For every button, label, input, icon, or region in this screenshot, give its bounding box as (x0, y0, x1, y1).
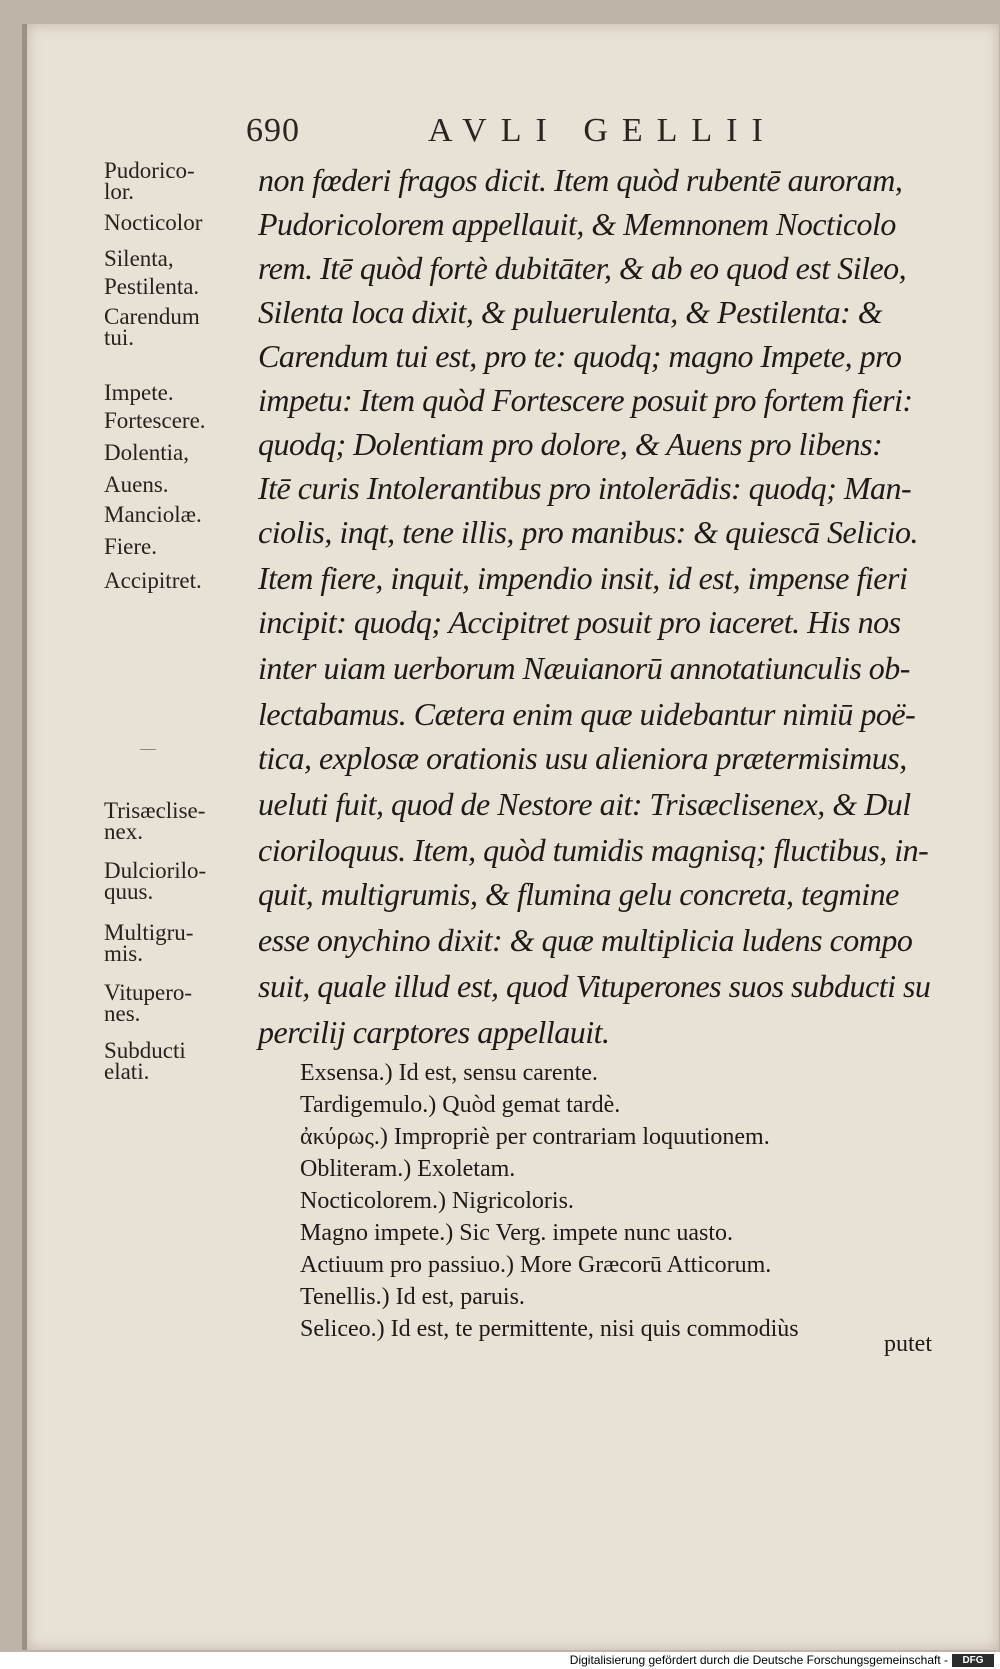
margin-note: Manciolæ. (104, 502, 202, 527)
margin-note: Fiere. (104, 534, 158, 559)
text-line: ciolis, inqt, tene illis, pro manibus: & quiescā Selicio. (258, 514, 919, 550)
text-line: non fœderi fragos dicit. Item quòd rubentē auroram, (258, 162, 903, 198)
annotation-line: Obliteram.) Exoletam. (300, 1156, 516, 1182)
text-line: Itē curis Intolerantibus pro intolerādis: quodq; Man- (258, 470, 912, 506)
margin-note: Pudorico- lor. (104, 158, 195, 204)
text-line: tica, explosæ orationis usu alieniora prætermisimus, (258, 740, 907, 776)
text-line: rem. Itē quòd fortè dubitāter, & ab eo quod est Sileo, (258, 250, 907, 286)
margin-note: Accipitret. (104, 568, 202, 593)
text-line: inter uiam uerborum Næuianorū annotatiunculis ob- (258, 650, 910, 686)
margin-note: Subducti elati. (104, 1038, 186, 1084)
digitization-footer (0, 1652, 1000, 1669)
annotation-line: Tenellis.) Id est, paruis. (300, 1284, 525, 1310)
page-header (0, 112, 1000, 152)
margin-note: Vitupero- nes. (104, 980, 193, 1026)
annotation-line: Magno impete.) Sic Verg. impete nunc uasto. (300, 1220, 734, 1246)
margin-note: Pestilenta. (104, 274, 200, 299)
text-line: percilij carptores appellauit. (258, 1014, 610, 1050)
text-line: Carendum tui est, pro te: quodq; magno Impete, pro (258, 338, 902, 374)
margin-note: Dulciorilo- quus. (104, 858, 207, 904)
annotation-line: Seliceo.) Id est, te permittente, nisi quis commodiùs (300, 1316, 799, 1342)
running-title: AVLI GELLII (428, 112, 777, 149)
margin-note: Dolentia, (104, 440, 189, 465)
margin-note: Impete. (104, 380, 174, 405)
text-line: lectabamus. Cætera enim quæ uidebantur nimiū poë- (258, 696, 916, 732)
catchword: putet (884, 1331, 932, 1357)
annotation-line: Exsensa.) Id est, sensu carente. (300, 1060, 598, 1086)
margin-note: Silenta, (104, 246, 174, 271)
funding-credit: Digitalisierung gefördert durch die Deutsche Forschungsgemeinschaft - (569, 1653, 948, 1667)
text-line: Pudoricolorem appellauit, & Memnonem Nocticolo (258, 206, 896, 242)
annotation-line: Nocticolorem.) Nigricoloris. (300, 1188, 574, 1214)
margin-note: Nocticolor (104, 210, 203, 235)
margin-note: Multigru- mis. (104, 920, 194, 966)
text-line: quodq; Dolentiam pro dolore, & Auens pro libens: (258, 426, 883, 462)
margin-note: Trisæclise- nex. (104, 798, 206, 844)
text-line: esse onychino dixit: & quæ multiplicia ludens compo (258, 922, 913, 958)
text-line: quit, multigrumis, & flumina gelu concreta, tegmine (258, 876, 899, 912)
annotation-line: Actiuum pro passiuo.) More Græcorū Atticorum. (300, 1252, 772, 1278)
margin-dash (140, 749, 156, 750)
text-line: incipit: quodq; Accipitret posuit pro iaceret. His nos (258, 604, 901, 640)
margin-note: Carendum tui. (104, 304, 200, 350)
text-line: cioriloquus. Item, quòd tumidis magnisq; fluctibus, in- (258, 832, 929, 868)
text-line: impetu: Item quòd Fortescere posuit pro fortem fieri: (258, 382, 913, 418)
text-line: Silenta loca dixit, & puluerulenta, & Pestilenta: & (258, 294, 883, 330)
annotation-line: ἀκύρως.) Impropriè per contrariam loquutionem. (300, 1124, 770, 1150)
text-line: ueluti fuit, quod de Nestore ait: Trisæclisenex, & Dul (258, 786, 911, 822)
page-number: 690 (246, 112, 300, 149)
dfg-logo: DFG (952, 1654, 994, 1667)
margin-note: Fortescere. (104, 408, 206, 433)
annotation-line: Tardigemulo.) Quòd gemat tardè. (300, 1092, 621, 1118)
text-line: Item fiere, inquit, impendio insit, id est, impense fieri (258, 560, 908, 596)
margin-note: Auens. (104, 472, 169, 497)
text-line: suit, quale illud est, quod Vituperones suos subducti su (258, 968, 931, 1004)
